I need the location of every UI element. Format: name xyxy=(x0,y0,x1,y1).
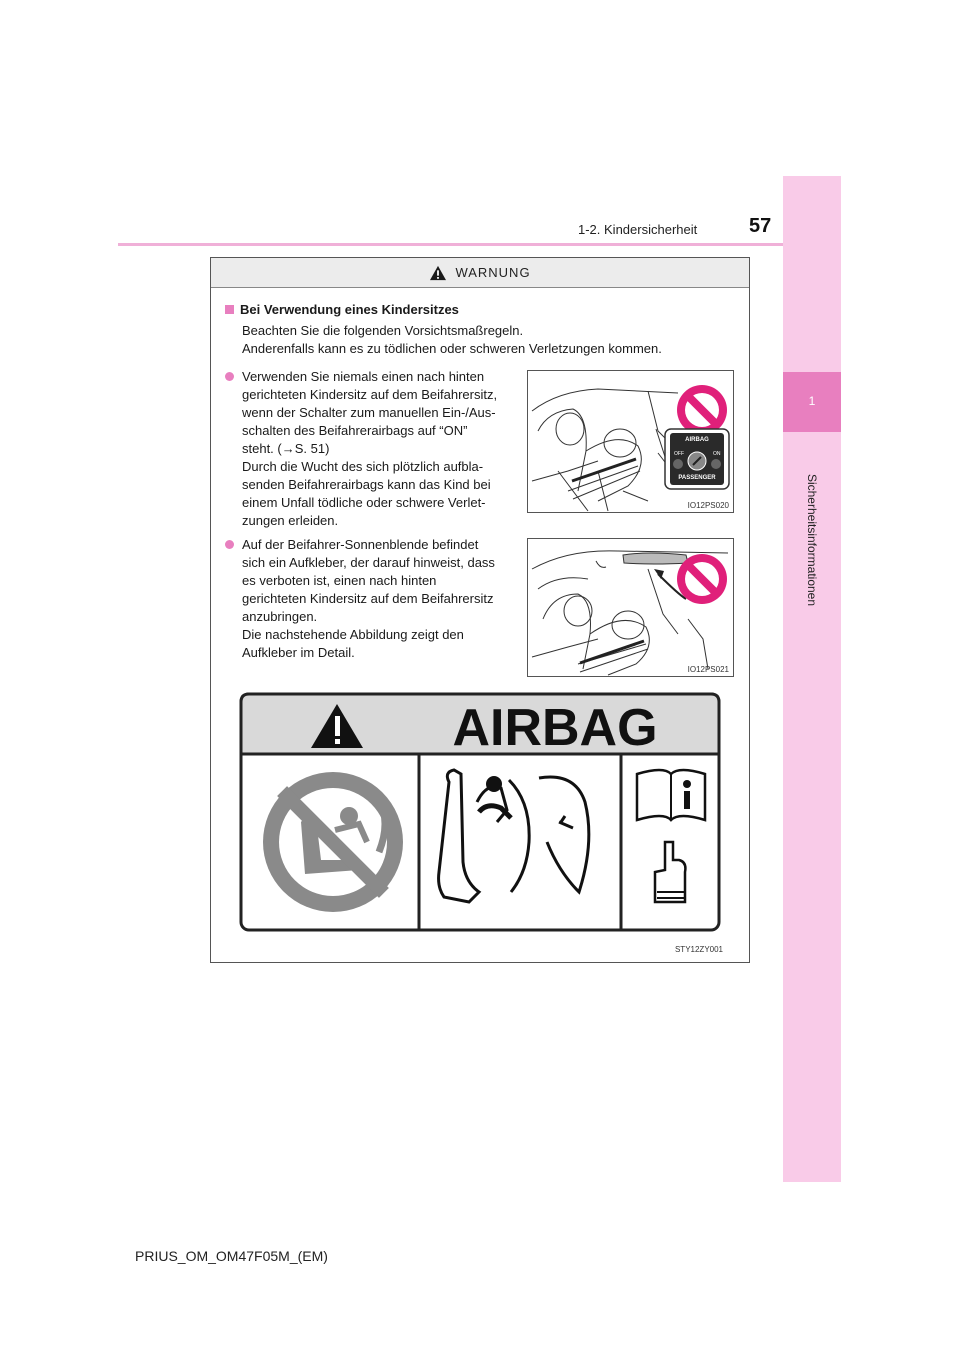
switch-off-text: OFF xyxy=(674,451,684,457)
warning-subheading xyxy=(225,302,459,317)
intro-text xyxy=(242,322,662,358)
warning-label: WARNUNG xyxy=(455,265,531,280)
text-line: steht. (→S. 51) xyxy=(242,441,330,456)
text-line: es verboten ist, einen nach hinten xyxy=(242,573,437,588)
text-line: Durch die Wucht des sich plötzlich aufbla- xyxy=(242,459,484,474)
text-line: Verwenden Sie niemals einen nach hinten xyxy=(242,369,485,384)
text-line: einem Unfall tödliche oder schwere Verlet- xyxy=(242,495,486,510)
text-line: wenn der Schalter zum manuellen Ein-/Aus- xyxy=(242,405,496,420)
subheading-text: Bei Verwendung eines Kindersitzes xyxy=(240,302,459,317)
illustration-code: IO12PS021 xyxy=(687,665,729,674)
car-interior-illustration xyxy=(528,371,734,513)
header-rule xyxy=(118,243,783,246)
warning-item-1 xyxy=(225,368,525,530)
illustration-rear-facing-seat xyxy=(527,370,734,513)
sticker-illustration-code: STY12ZY001 xyxy=(674,945,723,954)
text-line: zungen erleiden. xyxy=(242,513,339,528)
illustration-sun-visor xyxy=(527,538,734,677)
airbag-sticker-illustration xyxy=(239,692,723,954)
text-line: anzubringen. xyxy=(242,609,318,624)
text-line: schalten des Beifahrerairbags auf “ON” xyxy=(242,423,468,438)
switch-passenger-text: PASSENGER xyxy=(678,475,716,481)
section-title: 1-2. Kindersicherheit xyxy=(578,222,698,237)
text-line: Auf der Beifahrer-Sonnenblende befindet xyxy=(242,537,479,552)
warning-item-2-text xyxy=(242,536,525,662)
illustration-code: IO12PS020 xyxy=(687,501,729,510)
chapter-number: 1 xyxy=(783,372,841,432)
text-line: senden Beifahrerairbags kann das Kind bei xyxy=(242,477,491,492)
sticker-title: AIRBAG xyxy=(452,699,658,757)
document-id: PRIUS_OM_OM47F05M_(EM) xyxy=(135,1248,328,1264)
page-number: 57 xyxy=(749,215,772,237)
warning-triangle-icon xyxy=(429,265,447,281)
round-bullet-icon xyxy=(225,372,234,381)
chapter-title: Sicherheitsinformationen xyxy=(805,473,819,607)
switch-airbag-text: AIRBAG xyxy=(685,437,709,443)
round-bullet-icon xyxy=(225,540,234,549)
intro-line: Anderenfalls kann es zu tödlichen oder schweren Verletzungen kommen. xyxy=(242,341,662,356)
warning-item-2 xyxy=(225,536,525,662)
text-line: Aufkleber im Detail. xyxy=(242,645,355,660)
switch-on-text: ON xyxy=(713,451,721,457)
warning-item-1-text xyxy=(242,368,525,530)
square-bullet-icon xyxy=(225,305,234,314)
no-rear-facing-seat-icon xyxy=(263,772,403,912)
text-line: sich ein Aufkleber, der darauf hinweist, dass xyxy=(242,555,495,570)
text-line: Die nachstehende Abbildung zeigt den xyxy=(242,627,464,642)
sun-visor-illustration xyxy=(528,539,734,677)
warning-box xyxy=(210,257,750,963)
intro-line: Beachten Sie die folgenden Vorsichtsmaßregeln. xyxy=(242,323,524,338)
text-line: gerichteten Kindersitz auf dem Beifahrersitz xyxy=(242,591,494,606)
chapter-side-tab xyxy=(783,176,841,1182)
text-line: gerichteten Kindersitz auf dem Beifahrersitz, xyxy=(242,387,498,402)
airbag-sticker-graphic xyxy=(239,692,723,940)
warning-header xyxy=(211,258,749,288)
